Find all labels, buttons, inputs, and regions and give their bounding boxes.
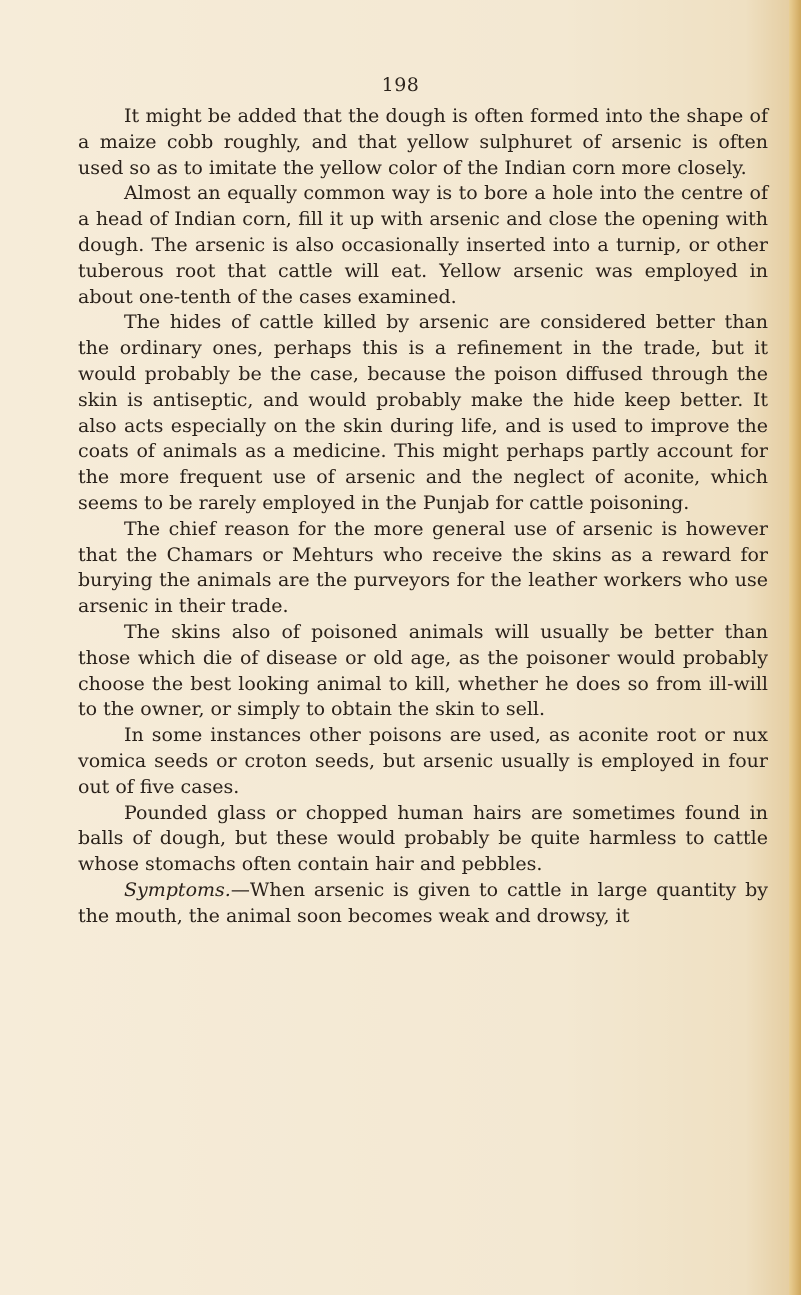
paragraph-hides: The hides of cattle killed by arsenic are considered better than the ordinary ones, perhaps this is a refinement in the trade, but it would probably be the case, because the poison diffused through the skin is antiseptic, and would probably make the hide keep better. It also acts especially on the skin during life, and is used to improve the coats of animals as a medicine. This might perhaps partly account for the more frequent use of arsenic and the neglect of aconite, which seems to be rarely employed in the Punjab for cattle poisoning. [78,311,768,514]
paragraph-pounded-glass: Pounded glass or chopped human hairs are sometimes found in balls of dough, but these would probably be quite harmless to cattle whose stomachs often contain hair and pebbles. [78,801,768,876]
paragraph-maize-cobb: It might be added that the dough is often formed into the shape of a maize cobb roughly, and that yellow sulphuret of arsenic is often used so as to imitate the yellow color of the Indian corn more closely. [78,105,768,179]
paragraph-symptoms [78,878,768,930]
body-text [78,104,768,930]
page-edge-discoloration [789,0,801,1295]
symptoms-text: —When arsenic is given to cattle in large quantity by the mouth, the animal soon becomes weak and drowsy, it [78,878,768,927]
paragraph-skins: The skins also of poisoned animals will usually be better than those which die of disease or old age, as the poisoner would probably choose the best looking animal to kill, whether he does so from ill-will to the owner, or simply to obtain the skin to sell. [78,620,768,721]
page-number: 198 [381,74,420,96]
symptoms-heading: Symptoms. [124,878,231,901]
paragraph-indian-corn: Almost an equally common way is to bore a hole into the centre of a head of Indian corn, fill it up with arsenic and close the opening with dough. The arsenic is also occasionally inserted into a turnip, or other tuberous root that cattle will eat. Yellow arsenic was employed in about one-tenth of the cases examined. [78,182,768,308]
paragraph-chief-reason: The chief reason for the more general use of arsenic is however that the Chamars or Mehturs who receive the skins as a reward for burying the animals are the purveyors for the leather workers who use arsenic in their trade. [78,517,768,618]
paragraph-other-poisons: In some instances other poisons are used, as aconite root or nux vomica seeds or croton seeds, but arsenic usually is employed in four out of five cases. [78,724,768,798]
